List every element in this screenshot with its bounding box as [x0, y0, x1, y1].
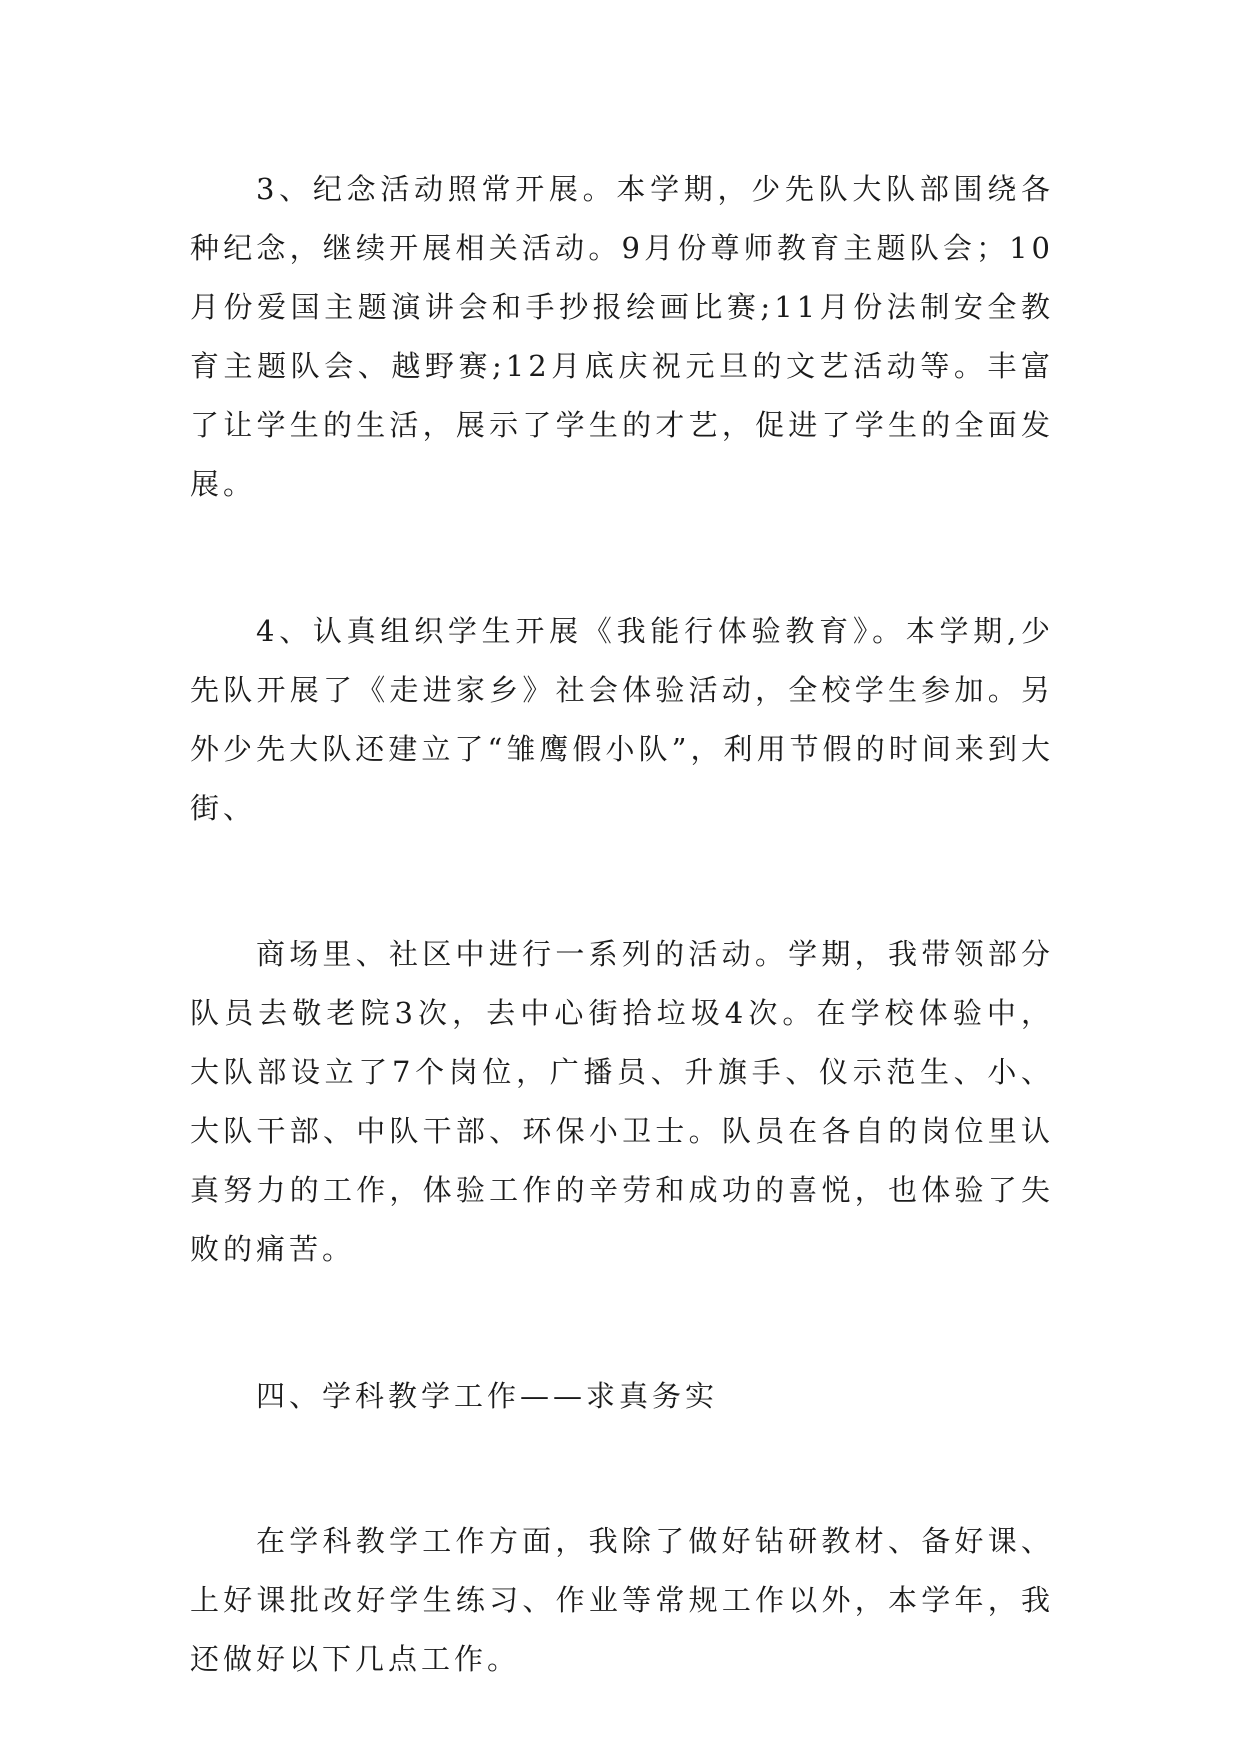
- paragraph-community-activities: 商场里、社区中进行一系列的活动。学期，我带领部分队员去敬老院3次，去中心街拾垃圾4次。在学校体验中，大队部设立了7个岗位，广播员、升旗手、仪示范生、小、大队干部、中队干部、环保小卫士。队员在各自的岗位里认真努力的工作，体验工作的辛劳和成功的喜悦，也体验了失败的痛苦。: [190, 937, 1054, 1266]
- paragraph-commemorative-activities: 3、纪念活动照常开展。本学期，少先队大队部围绕各种纪念，继续开展相关活动。9月份尊师教育主题队会；10月份爱国主题演讲会和手抄报绘画比赛;11月份法制安全教育主题队会、越野赛;12月底庆祝元旦的文艺活动等。丰富了让学生的生活，展示了学生的才艺，促进了学生的全面发展。: [190, 172, 1054, 501]
- section-heading-subject-teaching: 四、学科教学工作——求真务实: [256, 1379, 719, 1413]
- paragraph-subject-teaching: 在学科教学工作方面，我除了做好钻研教材、备好课、上好课批改好学生练习、作业等常规工作以外，本学年，我还做好以下几点工作。: [190, 1524, 1054, 1676]
- paragraph-experience-education: 4、认真组织学生开展《我能行体验教育》。本学期,少先队开展了《走进家乡》社会体验活动，全校学生参加。另外少先大队还建立了“雏鹰假小队”，利用节假的时间来到大街、: [190, 614, 1054, 825]
- document-page: [190, 160, 1054, 1689]
